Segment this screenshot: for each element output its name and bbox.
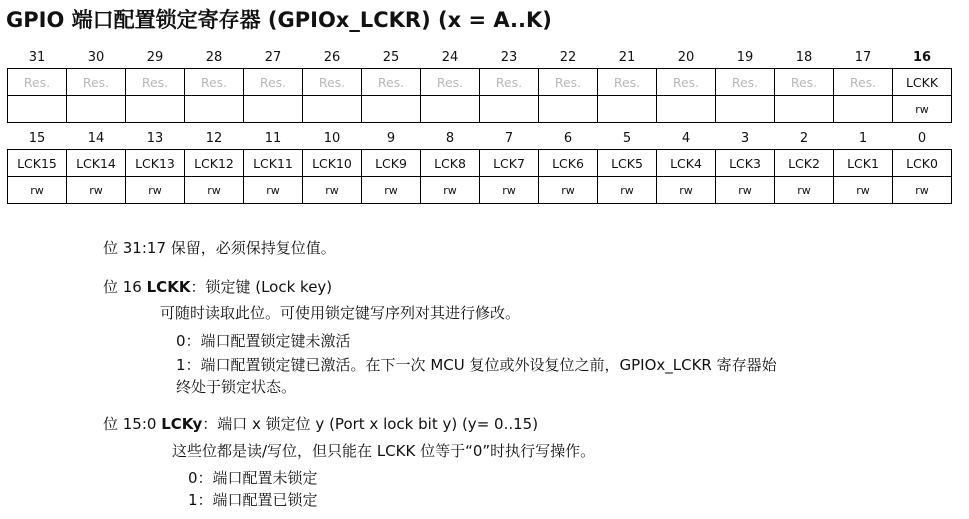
bit-number: 8 [445,131,455,146]
access-cell: rw [8,177,67,204]
field-reserved: Res. [716,69,775,96]
field-lck: LCK13 [126,150,185,177]
access-cell [834,96,893,123]
desc-bits-15-0-option-1: 1：端口配置已锁定 [188,491,318,509]
field-lck: LCK0 [893,150,952,177]
field-lck: LCK9 [362,150,421,177]
field-reserved: Res. [244,69,303,96]
bit-number: 17 [854,50,872,65]
access-cell [126,96,185,123]
field-lck: LCK15 [8,150,67,177]
field-lck: LCK12 [185,150,244,177]
bit-number: 9 [386,131,396,146]
field-lck: LCK2 [775,150,834,177]
access-cell: rw [244,177,303,204]
bit-number: 0 [917,131,927,146]
field-name: LCKy [161,415,203,433]
access-cell [716,96,775,123]
access-cell: rw [303,177,362,204]
bit-number: 7 [504,131,514,146]
access-cell: rw [67,177,126,204]
access-cell [303,96,362,123]
bit-number: 15 [28,131,46,146]
bit-position: 位 15:0 [103,415,162,433]
bit-number: 25 [382,50,400,65]
register-upper-table [7,47,952,123]
field-reserved: Res. [775,69,834,96]
bit-number: 28 [205,50,223,65]
field-lck: LCK10 [303,150,362,177]
bit-number-row [8,47,952,69]
field-title: ：锁定键 (Lock key) [190,278,333,296]
desc-bit-16-text: 可随时读取此位。可使用锁定键写序列对其进行修改。 [160,304,521,322]
bit-number: 23 [500,50,518,65]
bit-number-row [8,128,952,150]
field-lck: LCK5 [598,150,657,177]
access-cell: rw [716,177,775,204]
field-name-row [8,69,952,96]
bit-number: 18 [795,50,813,65]
field-reserved: Res. [303,69,362,96]
field-name-row [8,150,952,177]
access-cell: rw [775,177,834,204]
bit-number: 4 [681,131,691,146]
field-lck: LCK1 [834,150,893,177]
field-lckk: LCKK [893,69,952,96]
bit-number: 5 [622,131,632,146]
access-cell: rw [126,177,185,204]
access-cell [598,96,657,123]
access-row [8,96,952,123]
bit-number: 12 [205,131,223,146]
access-cell: rw [598,177,657,204]
desc-bits-15-0-text: 这些位都是读/写位，但只能在 LCKK 位等于“0”时执行写操作。 [172,442,596,460]
field-lck: LCK7 [480,150,539,177]
bit-number: 22 [559,50,577,65]
field-lck: LCK11 [244,150,303,177]
bit-number: 11 [264,131,282,146]
field-lck: LCK3 [716,150,775,177]
bit-number: 29 [146,50,164,65]
field-reserved: Res. [539,69,598,96]
access-cell [185,96,244,123]
field-name: LCKK [146,278,191,296]
bit-position: 位 16 [103,278,147,296]
field-reserved: Res. [8,69,67,96]
access-cell: rw [893,177,952,204]
field-reserved: Res. [185,69,244,96]
access-cell [657,96,716,123]
bit-number: 13 [146,131,164,146]
field-reserved: Res. [480,69,539,96]
access-cell [244,96,303,123]
desc-bit-16-heading [103,277,332,297]
access-cell [8,96,67,123]
field-reserved: Res. [657,69,716,96]
bit-number: 26 [323,50,341,65]
field-reserved: Res. [67,69,126,96]
register-lower-table [7,128,952,204]
bit-number: 2 [799,131,809,146]
desc-bit-16-option-0: 0：端口配置锁定键未激活 [176,332,351,350]
access-cell: rw [421,177,480,204]
desc-bits-15-0-option-0: 0：端口配置未锁定 [188,469,318,487]
field-reserved: Res. [421,69,480,96]
field-title: ：端口 x 锁定位 y (Port x lock bit y) (y= 0..15) [202,415,539,433]
access-cell [362,96,421,123]
access-cell: rw [657,177,716,204]
bit-number: 24 [441,50,459,65]
access-cell [421,96,480,123]
bit-number: 30 [87,50,105,65]
desc-bit-16-option-1-cont: 终处于锁定状态。 [176,378,297,396]
bit-number: 14 [87,131,105,146]
access-cell: rw [362,177,421,204]
bit-number: 19 [736,50,754,65]
bit-number: 21 [618,50,636,65]
field-reserved: Res. [126,69,185,96]
desc-bits-15-0-heading [103,414,538,434]
field-lck: LCK4 [657,150,716,177]
access-cell [775,96,834,123]
access-cell [539,96,598,123]
field-lck: LCK14 [67,150,126,177]
bit-number: 27 [264,50,282,65]
page-title: GPIO 端口配置锁定寄存器 (GPIOx_LCKR) (x = A..K) [6,8,552,32]
bit-number: 10 [323,131,341,146]
access-cell: rw [539,177,598,204]
bit-number: 1 [858,131,868,146]
bit-number: 20 [677,50,695,65]
bit-number: 31 [28,50,46,65]
access-cell: rw [834,177,893,204]
desc-bits-31-17: 位 31:17 保留，必须保持复位值。 [103,239,336,257]
field-reserved: Res. [834,69,893,96]
access-cell: rw [893,96,952,123]
bit-number: 16 [912,50,932,65]
access-cell: rw [480,177,539,204]
field-lck: LCK6 [539,150,598,177]
access-cell: rw [185,177,244,204]
access-cell [480,96,539,123]
field-reserved: Res. [598,69,657,96]
field-lck: LCK8 [421,150,480,177]
access-row [8,177,952,204]
bit-number: 6 [563,131,573,146]
desc-bit-16-option-1: 1：端口配置锁定键已激活。在下一次 MCU 复位或外设复位之前，GPIOx_LCKR 寄存器始 [176,356,777,374]
access-cell [67,96,126,123]
bit-number: 3 [740,131,750,146]
field-reserved: Res. [362,69,421,96]
